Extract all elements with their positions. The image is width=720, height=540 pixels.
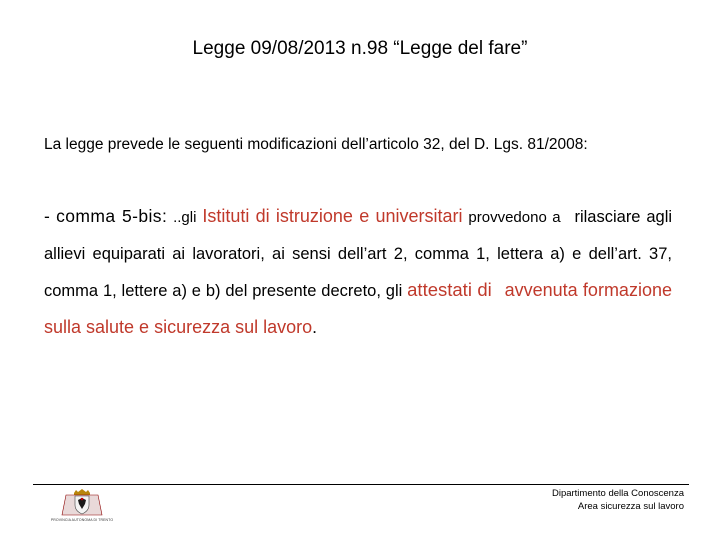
department-area: Area sicurezza sul lavoro	[577, 501, 684, 512]
provvedono-text: provvedono a	[468, 209, 561, 226]
institutes-highlight: Istituti di istruzione e universitari	[202, 206, 463, 226]
intro-text: La legge prevede le seguenti modificazioni dell’articolo 32, del D. Lgs. 81/2008:	[44, 136, 588, 153]
comma-label: comma 5-bis:	[56, 206, 168, 226]
comma-body: rilasciare agli allievi equiparati ai lavoratori, ai sensi dell’art 2, comma 1, lettera a) e dell’art. 37, comma 1, lettere a) e b) del presente decreto, gli	[44, 208, 673, 300]
training-highlight: avvenuta formazione sulla salute e sicurezza sul lavoro	[44, 280, 672, 337]
comma-dash: -	[44, 206, 51, 226]
attestati-highlight: attestati di	[407, 279, 492, 300]
province-logo	[34, 489, 130, 525]
footer-department	[552, 487, 684, 513]
comma-paragraph	[44, 198, 672, 346]
slide-title: Legge 09/08/2013 n.98 “Legge del fare”	[192, 38, 528, 59]
department-name: Dipartimento della Conoscenza	[551, 488, 684, 499]
footer-divider	[33, 484, 689, 485]
coat-of-arms-icon	[52, 489, 112, 519]
comma-end: .	[312, 317, 318, 337]
comma-lead: ..gli	[173, 209, 197, 226]
logo-caption: PROVINCIA AUTONOMA DI TRENTO	[50, 518, 114, 522]
